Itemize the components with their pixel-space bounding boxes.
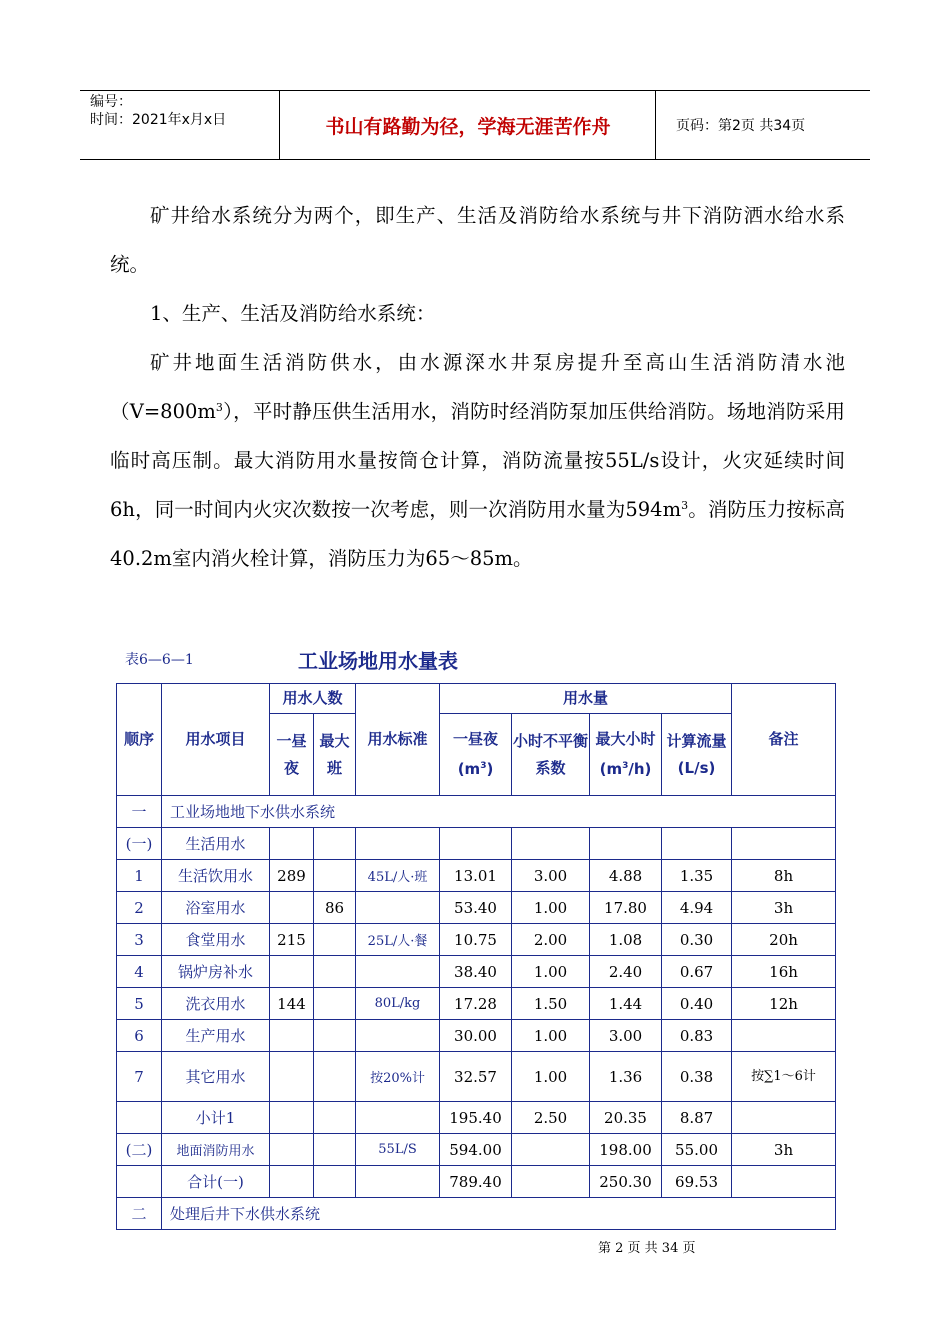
cell-standard bbox=[356, 1020, 440, 1052]
table-row bbox=[117, 892, 836, 924]
cell-item: 食堂用水 bbox=[162, 924, 270, 956]
cell-people-day bbox=[270, 828, 314, 860]
cell-section: 处理后井下水供水系统 bbox=[162, 1198, 836, 1230]
cell-max-hour: 3.00 bbox=[590, 1020, 662, 1052]
header-day-night: 一昼夜 bbox=[270, 714, 314, 796]
cell-day: 789.40 bbox=[440, 1166, 512, 1198]
cell-seq: 1 bbox=[117, 860, 162, 892]
header-max-shift: 最大班 bbox=[314, 714, 356, 796]
cell-remark: 8h bbox=[732, 860, 836, 892]
cell-remark: 16h bbox=[732, 956, 836, 988]
page-footer: 第 2 页 共 34 页 bbox=[598, 1241, 696, 1256]
table-row bbox=[117, 956, 836, 988]
cell-people-day bbox=[270, 892, 314, 924]
cell-people-day bbox=[270, 1020, 314, 1052]
table-row bbox=[117, 1198, 836, 1230]
cell-section: 工业场地地下水供水系统 bbox=[162, 796, 836, 828]
cell-imbalance: 1.00 bbox=[512, 956, 590, 988]
header-standard: 用水标准 bbox=[356, 684, 440, 796]
cell-max-hour: 1.08 bbox=[590, 924, 662, 956]
cell-flow: 0.40 bbox=[662, 988, 732, 1020]
cell-standard: 45L/人·班 bbox=[356, 860, 440, 892]
cell-imbalance bbox=[512, 1166, 590, 1198]
table-row bbox=[117, 1020, 836, 1052]
cell-standard bbox=[356, 828, 440, 860]
cell-item: 合计(一) bbox=[162, 1166, 270, 1198]
cell-day: 17.28 bbox=[440, 988, 512, 1020]
cell-item: 其它用水 bbox=[162, 1052, 270, 1102]
cell-imbalance: 1.50 bbox=[512, 988, 590, 1020]
cell-seq: 一 bbox=[117, 796, 162, 828]
cell-flow: 69.53 bbox=[662, 1166, 732, 1198]
cell-imbalance: 1.00 bbox=[512, 1020, 590, 1052]
table-title: 工业场地用水量表 bbox=[298, 649, 458, 673]
cell-item: 生活用水 bbox=[162, 828, 270, 860]
cell-max-hour: 198.00 bbox=[590, 1134, 662, 1166]
cell-people-max bbox=[314, 956, 356, 988]
cell-people-day bbox=[270, 1102, 314, 1134]
cell-remark: 按∑1～6计 bbox=[732, 1052, 836, 1102]
cell-imbalance: 2.00 bbox=[512, 924, 590, 956]
cell-standard: 按20%计 bbox=[356, 1052, 440, 1102]
cell-flow: 0.67 bbox=[662, 956, 732, 988]
cell-seq: 5 bbox=[117, 988, 162, 1020]
cell-people-max bbox=[314, 1102, 356, 1134]
cell-standard bbox=[356, 892, 440, 924]
cell-flow: 8.87 bbox=[662, 1102, 732, 1134]
cell-standard: 80L/kg bbox=[356, 988, 440, 1020]
cell-flow: 0.38 bbox=[662, 1052, 732, 1102]
number-label: 编号： bbox=[90, 94, 132, 110]
header-page-info: 页码：第2页 共34页 bbox=[676, 118, 806, 134]
table-row bbox=[117, 828, 836, 860]
header-seq: 顺序 bbox=[117, 684, 162, 796]
cell-seq: 4 bbox=[117, 956, 162, 988]
time-label: 时间：2021年x月x日 bbox=[90, 112, 227, 128]
paragraph-3: 矿井地面生活消防供水，由水源深水井泵房提升至高山生活消防清水池$(V=800m^3)$，平时静压供生活用水，消防时经消防泵加压供给消防。场地消防采用临时高压制。最大消防用水量按筒仓计算，消防流量按55L/s设计，火灾延续时间6h，同一时间内火灾次数按一次考虑，则一次消防用水量为$594m^3$。消防压力按标高40.2m室内消火栓计算，消防压力为65～85m。 bbox=[110, 351, 845, 570]
header-motto: 书山有路勤为径，学海无涯苦作舟 bbox=[281, 91, 656, 159]
cell-item: 浴室用水 bbox=[162, 892, 270, 924]
cell-seq: 3 bbox=[117, 924, 162, 956]
table-row bbox=[117, 1166, 836, 1198]
cell-max-hour: 20.35 bbox=[590, 1102, 662, 1134]
cell-remark: 20h bbox=[732, 924, 836, 956]
cell-seq: 2 bbox=[117, 892, 162, 924]
cell-people-max bbox=[314, 828, 356, 860]
table-row bbox=[117, 924, 836, 956]
header-imbalance: 小时不平衡系数 bbox=[512, 714, 590, 796]
cell-max-hour: 2.40 bbox=[590, 956, 662, 988]
table-caption: 表6—6—1 bbox=[125, 652, 194, 668]
cell-max-hour: 4.88 bbox=[590, 860, 662, 892]
table-row bbox=[117, 860, 836, 892]
cell-standard bbox=[356, 1102, 440, 1134]
cell-people-day: 289 bbox=[270, 860, 314, 892]
cell-item: 锅炉房补水 bbox=[162, 956, 270, 988]
cell-seq: 6 bbox=[117, 1020, 162, 1052]
table-row bbox=[117, 988, 836, 1020]
table-row bbox=[117, 1052, 836, 1102]
cell-standard: 25L/人·餐 bbox=[356, 924, 440, 956]
header-remarks: 备注 bbox=[732, 684, 836, 796]
header-item: 用水项目 bbox=[162, 684, 270, 796]
cell-flow: 1.35 bbox=[662, 860, 732, 892]
cell-remark bbox=[732, 1020, 836, 1052]
cell-day: 10.75 bbox=[440, 924, 512, 956]
cell-imbalance: 1.00 bbox=[512, 1052, 590, 1102]
cell-people-max bbox=[314, 860, 356, 892]
cell-imbalance: 3.00 bbox=[512, 860, 590, 892]
cell-people-day bbox=[270, 1134, 314, 1166]
cell-item: 地面消防用水 bbox=[162, 1134, 270, 1166]
cell-people-day: 215 bbox=[270, 924, 314, 956]
cell-day: 30.00 bbox=[440, 1020, 512, 1052]
cell-seq bbox=[117, 1166, 162, 1198]
cell-remark: 3h bbox=[732, 892, 836, 924]
cell-day: 594.00 bbox=[440, 1134, 512, 1166]
cell-standard bbox=[356, 1166, 440, 1198]
cell-people-max bbox=[314, 924, 356, 956]
cell-people-max bbox=[314, 1166, 356, 1198]
table-row bbox=[117, 1134, 836, 1166]
cell-item: 生产用水 bbox=[162, 1020, 270, 1052]
cell-item: 洗衣用水 bbox=[162, 988, 270, 1020]
cell-people-max bbox=[314, 1052, 356, 1102]
cell-flow: 0.30 bbox=[662, 924, 732, 956]
cell-imbalance bbox=[512, 1134, 590, 1166]
cell-people-max: 86 bbox=[314, 892, 356, 924]
paragraph-2: 1、生产、生活及消防给水系统： bbox=[150, 302, 436, 325]
cell-day: 195.40 bbox=[440, 1102, 512, 1134]
cell-max-hour bbox=[590, 828, 662, 860]
cell-imbalance: 1.00 bbox=[512, 892, 590, 924]
cell-remark bbox=[732, 1102, 836, 1134]
header-meta bbox=[80, 91, 280, 159]
cell-day: 32.57 bbox=[440, 1052, 512, 1102]
cell-seq: (二) bbox=[117, 1134, 162, 1166]
cell-people-day bbox=[270, 956, 314, 988]
cell-people-day bbox=[270, 1166, 314, 1198]
cell-people-max bbox=[314, 1134, 356, 1166]
header-people: 用水人数 bbox=[270, 684, 356, 714]
cell-remark bbox=[732, 1166, 836, 1198]
header-day-volume: 一昼夜$(m^3)$ bbox=[440, 714, 512, 796]
cell-seq: 二 bbox=[117, 1198, 162, 1230]
cell-people-day: 144 bbox=[270, 988, 314, 1020]
cell-day bbox=[440, 828, 512, 860]
cell-people-day bbox=[270, 1052, 314, 1102]
cell-imbalance bbox=[512, 828, 590, 860]
cell-standard: 55L/S bbox=[356, 1134, 440, 1166]
cell-item: 小计1 bbox=[162, 1102, 270, 1134]
cell-remark bbox=[732, 828, 836, 860]
cell-day: 13.01 bbox=[440, 860, 512, 892]
cell-imbalance: 2.50 bbox=[512, 1102, 590, 1134]
cell-flow: 0.83 bbox=[662, 1020, 732, 1052]
page-header bbox=[80, 90, 870, 160]
cell-standard bbox=[356, 956, 440, 988]
table-row bbox=[117, 1102, 836, 1134]
header-flow: 计算流量(L/s) bbox=[662, 714, 732, 796]
cell-day: 53.40 bbox=[440, 892, 512, 924]
header-water-amount: 用水量 bbox=[440, 684, 732, 714]
cell-seq: (一) bbox=[117, 828, 162, 860]
cell-max-hour: 1.36 bbox=[590, 1052, 662, 1102]
cell-remark: 3h bbox=[732, 1134, 836, 1166]
water-usage-table bbox=[116, 683, 836, 1230]
cell-seq: 7 bbox=[117, 1052, 162, 1102]
table-row bbox=[117, 796, 836, 828]
cell-remark: 12h bbox=[732, 988, 836, 1020]
cell-people-max bbox=[314, 988, 356, 1020]
cell-flow bbox=[662, 828, 732, 860]
cell-max-hour: 17.80 bbox=[590, 892, 662, 924]
cell-flow: 4.94 bbox=[662, 892, 732, 924]
cell-max-hour: 250.30 bbox=[590, 1166, 662, 1198]
paragraph-1: 矿井给水系统分为两个，即生产、生活及消防给水系统与井下消防洒水给水系统。 bbox=[110, 204, 845, 276]
cell-item: 生活饮用水 bbox=[162, 860, 270, 892]
cell-flow: 55.00 bbox=[662, 1134, 732, 1166]
header-max-hour: 最大小时 $(m^3/h)$ bbox=[590, 714, 662, 796]
cell-seq bbox=[117, 1102, 162, 1134]
cell-max-hour: 1.44 bbox=[590, 988, 662, 1020]
cell-day: 38.40 bbox=[440, 956, 512, 988]
cell-people-max bbox=[314, 1020, 356, 1052]
